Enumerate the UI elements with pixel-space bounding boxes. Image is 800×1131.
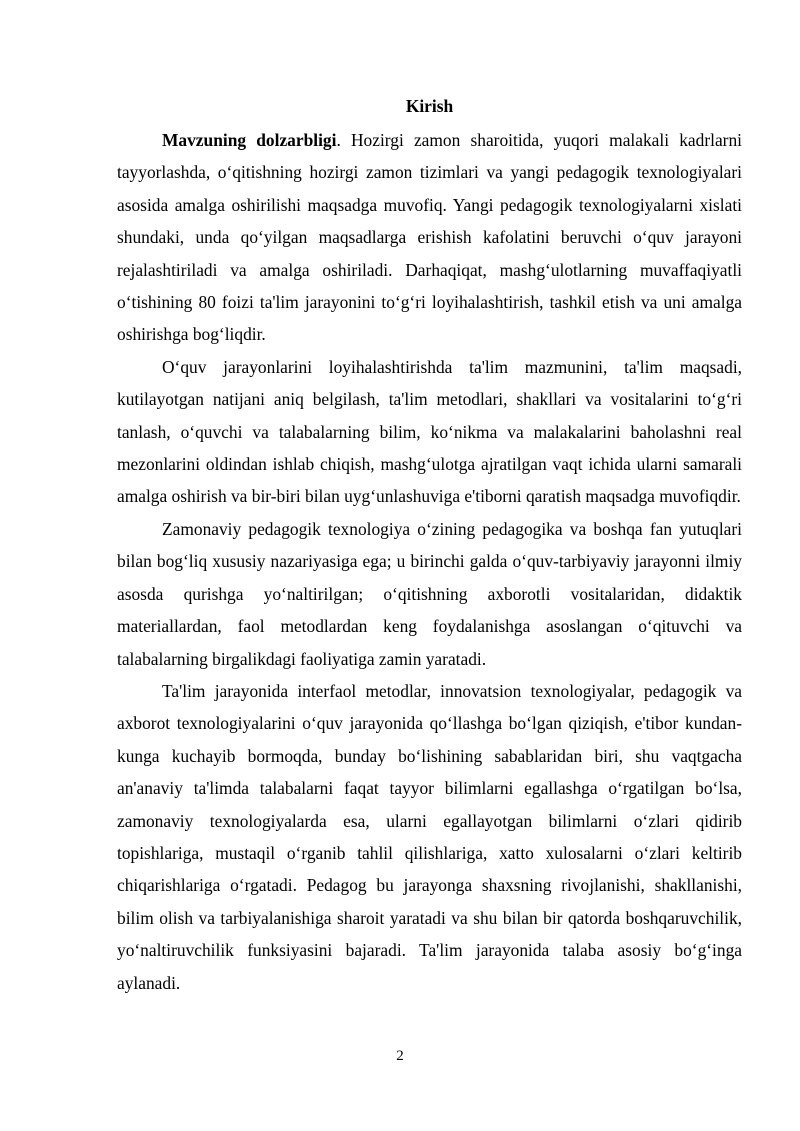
document-page — [117, 94, 742, 999]
paragraph-modern-technology: Zamonaviy pedagogik texnologiya o‘zining pedagogika va boshqa fan yutuqlari bilan bog‘liq xususiy nazariyasiga ega; u birinchi galda o‘quv-tarbiyaviy jarayonni ilmiy asosda qurishga yo‘naltirilgan; o‘qitishning axborotli vositalaridan, didaktik materiallardan, faol metodlardan keng foydalanishga asoslangan o‘qituvchi va talabalarning birgalikdagi faoliyatiga zamin yaratadi. — [117, 518, 742, 669]
page-number: 2 — [396, 1048, 404, 1064]
relevance-lead: Mavzuning dolzarbligi — [162, 130, 337, 150]
paragraph-relevance — [117, 124, 742, 351]
paragraph-text: . Hozirgi zamon sharoitida, yuqori malakali kadrlarni tayyorlashda, o‘qitishning hozirgi zamon tizimlari va yangi pedagogik texnologiyalari asosida amalga oshirilishi maqsadga muvofiq. Yangi pedagogik texnologiyalarni xislati shundaki, unda qo‘yilgan maqsadlarga erishish kafolatini beruvchi o‘quv jarayoni rejalashtiriladi va amalga oshiriladi. Darhaqiqat, mashg‘ulotlarning muvaffaqiyatli o‘tishining 80 foizi ta'lim jarayonini to‘g‘ri loyihalashtirish, tashkil etish va uni amalga oshirishga bog‘liqdir. — [117, 130, 743, 345]
paragraph-interactive-methods: Ta'lim jarayonida interfaol metodlar, innovatsion texnologiyalar, pedagogik va axborot texnologiyalarini o‘quv jarayonida qo‘llashga bo‘lgan qiziqish, e'tibor kundan-kunga kuchayib bormoqda, bunday bo‘lishining sabablaridan biri, shu vaqtgacha an'anaviy ta'limda talabalarni faqat tayyor bilimlarni egallashga o‘rgatilgan bo‘lsa, zamonaviy texnologiyalarda esa, ularni egallayotgan bilimlarni o‘zlari qidirib topishlariga, mustaqil o‘rganib tahlil qilishlariga, xatto xulosalarni o‘zlari keltirib chiqarishlariga o‘rgatadi. Pedagog bu jarayonga shaxsning rivojlanishi, shakllanishi, bilim olish va tarbiyalanishiga sharoit yaratadi va shu bilan bir qatorda boshqaruvchilik, yo‘naltiruvchilik funksiyasini bajaradi. Ta'lim jarayonida talaba asosiy bo‘g‘inga aylanadi. — [117, 680, 742, 993]
paragraph-learning-design: O‘quv jarayonlarini loyihalashtirishda ta'lim mazmunini, ta'lim maqsadi, kutilayotgan natijani aniq belgilash, ta'lim metodlari, shakllari va vositalarini to‘g‘ri tanlash, o‘quvchi va talabalarning bilim, ko‘nikma va malakalarini baholashni real mezonlarini oldindan ishlab chiqish, mashg‘ulotga ajratilgan vaqt ichida ularni samarali amalga oshirish va bir-biri bilan uyg‘unlashuviga e'tiborni qaratish maqsadga muvofiqdir. — [117, 356, 742, 507]
section-title: Kirish — [405, 96, 454, 116]
